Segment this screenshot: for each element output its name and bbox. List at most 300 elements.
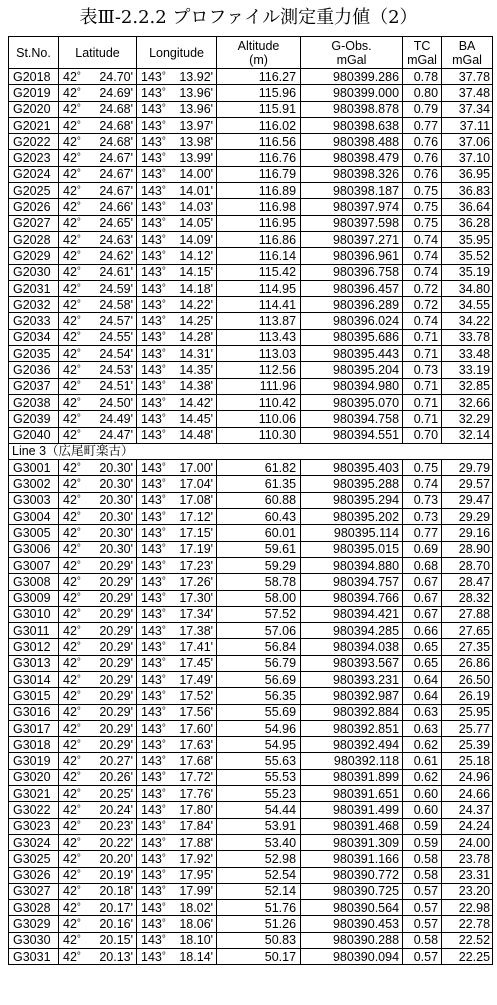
station-id-value: G3029 [13,917,51,932]
gobs-value: 980396.961 [332,248,400,263]
station-id-value: G2038 [13,395,51,410]
degree-symbol: ° [161,217,166,229]
ba-value: 25.77 [458,721,491,736]
table-row [9,655,493,671]
latitude-degrees-value: 42 [63,346,77,361]
latitude-degrees-cell [59,802,89,818]
latitude-minutes-value: 20.27' [99,754,134,769]
gobs-cell [301,509,403,525]
gobs-value: 980395.294 [332,493,400,508]
longitude-minutes-value: 13.98' [179,134,214,149]
altitude-cell [217,557,301,573]
gobs-cell [301,411,403,427]
latitude-degrees-cell [59,867,89,883]
degree-symbol: ° [76,298,81,310]
ba-cell [442,166,493,182]
degree-symbol: ° [161,869,166,881]
altitude-value: 113.03 [258,346,297,361]
longitude-minutes-value: 13.96' [179,85,214,100]
latitude-degrees-cell [59,688,89,704]
tc-cell [403,69,442,85]
station-id-value: G2018 [13,69,51,84]
latitude-minutes-cell [89,639,137,655]
ba-value: 36.95 [458,167,491,182]
header-ba-unit: mGal [452,52,482,67]
tc-cell [403,313,442,329]
header-longitude: Longitude [137,37,217,69]
gobs-value: 980392.851 [332,721,400,736]
longitude-degrees-value: 143 [141,884,162,899]
latitude-degrees-value: 42 [63,216,77,231]
degree-symbol: ° [76,543,81,555]
station-id-cell [9,688,59,704]
tc-cell [403,786,442,802]
latitude-minutes-value: 20.29' [99,656,134,671]
longitude-degrees-value: 143 [141,721,162,736]
longitude-minutes-cell [169,704,217,720]
degree-symbol: ° [76,869,81,881]
degree-symbol: ° [161,918,166,930]
latitude-degrees-value: 42 [63,558,77,573]
station-id-value: G3013 [13,656,51,671]
tc-cell [403,802,442,818]
longitude-degrees-cell [137,378,169,394]
tc-cell [403,606,442,622]
longitude-degrees-cell [137,313,169,329]
degree-symbol: ° [76,918,81,930]
latitude-minutes-cell [89,183,137,199]
latitude-minutes-value: 20.29' [99,574,134,589]
gobs-cell [301,183,403,199]
gobs-value: 980396.024 [332,314,400,329]
tc-value: 0.74 [413,314,439,329]
altitude-cell [217,932,301,948]
header-altitude-label: Altitude [237,38,280,53]
ba-cell [442,427,493,443]
tc-value: 0.60 [413,786,439,801]
ba-value: 37.10 [458,151,491,166]
altitude-cell [217,639,301,655]
ba-cell [442,949,493,965]
ba-cell [442,541,493,557]
longitude-minutes-cell [169,134,217,150]
latitude-minutes-value: 20.30' [99,493,134,508]
ba-value: 28.90 [458,542,491,557]
longitude-minutes-cell [169,117,217,133]
ba-cell [442,606,493,622]
longitude-minutes-cell [169,851,217,867]
longitude-degrees-cell [137,150,169,166]
latitude-minutes-value: 24.69' [99,85,134,100]
table-title: 表Ⅲ-2.2.2 プロファイル測定重力値（2） [79,7,418,28]
longitude-minutes-value: 14.12' [179,248,214,263]
longitude-degrees-value: 143 [141,525,162,540]
ba-cell [442,525,493,541]
longitude-degrees-value: 143 [141,688,162,703]
latitude-minutes-value: 20.13' [99,949,134,964]
longitude-minutes-cell [169,541,217,557]
station-id-value: G3007 [13,558,51,573]
longitude-minutes-value: 18.06' [179,917,214,932]
altitude-value: 59.29 [264,558,297,573]
gobs-value: 980398.878 [332,102,400,117]
longitude-degrees-cell [137,574,169,590]
degree-symbol: ° [161,706,166,718]
longitude-minutes-cell [169,476,217,492]
gobs-value: 980395.202 [332,509,400,524]
ba-cell [442,509,493,525]
ba-cell [442,900,493,916]
altitude-cell [217,671,301,687]
altitude-cell [217,313,301,329]
tc-value: 0.75 [413,460,439,475]
longitude-minutes-value: 17.08' [179,493,214,508]
gobs-value: 980397.271 [332,232,400,247]
station-id-value: G3006 [13,542,51,557]
gobs-cell [301,362,403,378]
longitude-degrees-value: 143 [141,819,162,834]
table-row [9,834,493,850]
ba-cell [442,623,493,639]
station-id-value: G3009 [13,591,51,606]
station-id-cell [9,231,59,247]
altitude-value: 53.91 [264,819,297,834]
longitude-minutes-value: 14.28' [179,330,214,345]
latitude-minutes-cell [89,378,137,394]
station-id-cell [9,264,59,280]
longitude-degrees-value: 143 [141,933,162,948]
latitude-minutes-value: 20.17' [99,900,134,915]
ba-cell [442,85,493,101]
table-row [9,704,493,720]
gobs-cell [301,916,403,932]
table-row [9,150,493,166]
station-id-cell [9,280,59,296]
altitude-cell [217,280,301,296]
latitude-minutes-cell [89,769,137,785]
latitude-minutes-value: 20.18' [99,884,134,899]
tc-value: 0.74 [413,232,439,247]
latitude-degrees-cell [59,574,89,590]
station-id-cell [9,574,59,590]
latitude-minutes-value: 20.23' [99,819,134,834]
latitude-minutes-cell [89,248,137,264]
latitude-minutes-cell [89,280,137,296]
longitude-degrees-cell [137,737,169,753]
tc-value: 0.59 [413,835,439,850]
degree-symbol: ° [76,86,81,98]
latitude-degrees-value: 42 [63,591,77,606]
gobs-cell [301,541,403,557]
longitude-minutes-value: 14.25' [179,314,214,329]
station-id-cell [9,492,59,508]
ba-value: 23.20 [458,884,491,899]
latitude-degrees-value: 42 [63,102,77,117]
latitude-degrees-cell [59,362,89,378]
table-row [9,883,493,899]
latitude-degrees-value: 42 [63,151,77,166]
degree-symbol: ° [76,363,81,375]
station-id-cell [9,671,59,687]
station-id-value: G2036 [13,362,51,377]
tc-value: 0.71 [413,411,439,426]
gobs-value: 980394.038 [332,640,400,655]
longitude-degrees-value: 143 [141,216,162,231]
tc-value: 0.76 [413,134,439,149]
gobs-value: 980395.204 [332,362,400,377]
longitude-degrees-value: 143 [141,314,162,329]
degree-symbol: ° [161,771,166,783]
ba-cell [442,655,493,671]
altitude-value: 59.61 [264,542,297,557]
ba-value: 25.95 [458,705,491,720]
latitude-minutes-cell [89,525,137,541]
degree-symbol: ° [76,494,81,506]
degree-symbol: ° [161,152,166,164]
longitude-minutes-cell [169,394,217,410]
latitude-degrees-value: 42 [63,851,77,866]
station-id-cell [9,786,59,802]
latitude-minutes-value: 24.68' [99,102,134,117]
station-id-cell [9,818,59,834]
longitude-minutes-cell [169,655,217,671]
station-id-cell [9,639,59,655]
longitude-degrees-cell [137,248,169,264]
latitude-degrees-value: 42 [63,281,77,296]
latitude-degrees-value: 42 [63,477,77,492]
degree-symbol: ° [76,706,81,718]
tc-value: 0.63 [413,721,439,736]
longitude-degrees-value: 143 [141,851,162,866]
table-row [9,688,493,704]
station-id-cell [9,704,59,720]
longitude-degrees-cell [137,231,169,247]
latitude-degrees-value: 42 [63,69,77,84]
gobs-cell [301,313,403,329]
longitude-degrees-value: 143 [141,786,162,801]
latitude-minutes-cell [89,297,137,313]
station-id-value: G3017 [13,721,51,736]
altitude-cell [217,623,301,639]
ba-value: 29.16 [458,525,491,540]
altitude-value: 116.27 [258,69,297,84]
station-id-cell [9,150,59,166]
tc-cell [403,590,442,606]
altitude-cell [217,492,301,508]
altitude-cell [217,394,301,410]
longitude-minutes-value: 17.72' [179,770,214,785]
longitude-degrees-value: 143 [141,167,162,182]
altitude-value: 52.54 [264,868,297,883]
altitude-value: 115.96 [258,85,297,100]
station-id-cell [9,183,59,199]
table-row [9,248,493,264]
latitude-degrees-cell [59,101,89,117]
longitude-degrees-cell [137,900,169,916]
latitude-minutes-value: 24.62' [99,248,134,263]
longitude-degrees-value: 143 [141,900,162,915]
altitude-value: 54.95 [264,737,297,752]
latitude-degrees-cell [59,639,89,655]
station-id-cell [9,900,59,916]
ba-cell [442,786,493,802]
longitude-degrees-value: 143 [141,200,162,215]
gobs-value: 980395.686 [332,330,400,345]
degree-symbol: ° [76,103,81,115]
degree-symbol: ° [76,771,81,783]
latitude-degrees-value: 42 [63,118,77,133]
degree-symbol: ° [161,429,166,441]
degree-symbol: ° [76,575,81,587]
tc-value: 0.62 [413,770,439,785]
station-id-value: G3024 [13,835,51,850]
ba-cell [442,362,493,378]
section-block [9,443,493,459]
ba-value: 29.79 [458,460,491,475]
ba-value: 37.78 [458,69,491,84]
gobs-cell [301,215,403,231]
altitude-cell [217,786,301,802]
table-row [9,264,493,280]
longitude-minutes-value: 17.04' [179,477,214,492]
gobs-value: 980391.899 [332,770,400,785]
altitude-value: 52.14 [264,884,297,899]
degree-symbol: ° [161,689,166,701]
station-id-value: G2037 [13,379,51,394]
latitude-degrees-value: 42 [63,362,77,377]
latitude-minutes-value: 20.26' [99,770,134,785]
station-id-value: G2019 [13,85,51,100]
tc-value: 0.73 [413,362,439,377]
ba-cell [442,411,493,427]
gobs-value: 980391.499 [332,803,400,817]
header-ba-label: BA [458,38,476,53]
altitude-cell [217,411,301,427]
degree-symbol: ° [161,347,166,359]
table-row [9,378,493,394]
station-id-cell [9,411,59,427]
longitude-minutes-cell [169,606,217,622]
station-id-cell [9,949,59,965]
longitude-degrees-value: 143 [141,803,162,817]
altitude-cell [217,297,301,313]
latitude-degrees-value: 42 [63,460,77,475]
gobs-value: 980390.772 [332,868,400,883]
station-id-cell [9,834,59,850]
gobs-value: 980395.443 [332,346,400,361]
ba-cell [442,557,493,573]
latitude-degrees-value: 42 [63,900,77,915]
station-id-cell [9,769,59,785]
ba-cell [442,215,493,231]
altitude-cell [217,509,301,525]
ba-cell [442,737,493,753]
gobs-cell [301,671,403,687]
table-row [9,69,493,85]
longitude-degrees-value: 143 [141,281,162,296]
degree-symbol: ° [161,103,166,115]
altitude-value: 54.96 [264,721,297,736]
ba-value: 36.83 [458,183,491,198]
tc-cell [403,671,442,687]
tc-cell [403,134,442,150]
longitude-minutes-cell [169,883,217,899]
longitude-degrees-value: 143 [141,330,162,345]
altitude-value: 61.82 [264,460,297,475]
longitude-degrees-value: 143 [141,151,162,166]
degree-symbol: ° [161,787,166,799]
latitude-degrees-cell [59,623,89,639]
tc-cell [403,867,442,883]
table-row [9,671,493,687]
gobs-value: 980394.421 [332,607,400,622]
tc-cell [403,85,442,101]
degree-symbol: ° [76,315,81,327]
tc-cell [403,460,442,476]
gobs-value: 980392.118 [333,754,400,769]
latitude-minutes-cell [89,557,137,573]
altitude-value: 56.79 [264,656,297,671]
station-id-cell [9,394,59,410]
latitude-degrees-cell [59,460,89,476]
latitude-degrees-cell [59,851,89,867]
ba-cell [442,769,493,785]
tc-value: 0.65 [413,640,439,655]
ba-cell [442,671,493,687]
longitude-degrees-value: 143 [141,265,162,280]
degree-symbol: ° [161,608,166,620]
station-id-value: G2032 [13,297,51,312]
degree-symbol: ° [76,478,81,490]
table-row [9,134,493,150]
latitude-degrees-value: 42 [63,672,77,687]
longitude-degrees-value: 143 [141,102,162,117]
ba-value: 37.48 [458,85,491,100]
altitude-cell [217,248,301,264]
tc-value: 0.76 [413,167,439,182]
longitude-degrees-cell [137,769,169,785]
gobs-value: 980390.094 [332,949,400,964]
longitude-degrees-value: 143 [141,672,162,687]
altitude-cell [217,427,301,443]
altitude-value: 110.42 [258,395,297,410]
longitude-minutes-value: 14.18' [179,281,214,296]
degree-symbol: ° [76,608,81,620]
table-row [9,606,493,622]
altitude-cell [217,346,301,362]
header-gobs-unit: mGal [336,52,367,67]
altitude-cell [217,655,301,671]
latitude-degrees-value: 42 [63,835,77,850]
latitude-minutes-value: 24.66' [99,200,134,215]
tc-value: 0.66 [413,623,439,638]
station-id-value: G3027 [13,884,51,899]
longitude-minutes-value: 17.15' [179,525,214,540]
latitude-minutes-cell [89,834,137,850]
degree-symbol: ° [161,478,166,490]
longitude-minutes-cell [169,248,217,264]
longitude-degrees-value: 143 [141,297,162,312]
latitude-minutes-cell [89,394,137,410]
altitude-value: 57.06 [264,623,297,638]
ba-value: 28.32 [458,591,491,606]
gobs-cell [301,346,403,362]
longitude-minutes-cell [169,590,217,606]
latitude-degrees-value: 42 [63,574,77,589]
table-row [9,932,493,948]
latitude-degrees-cell [59,378,89,394]
tc-cell [403,541,442,557]
